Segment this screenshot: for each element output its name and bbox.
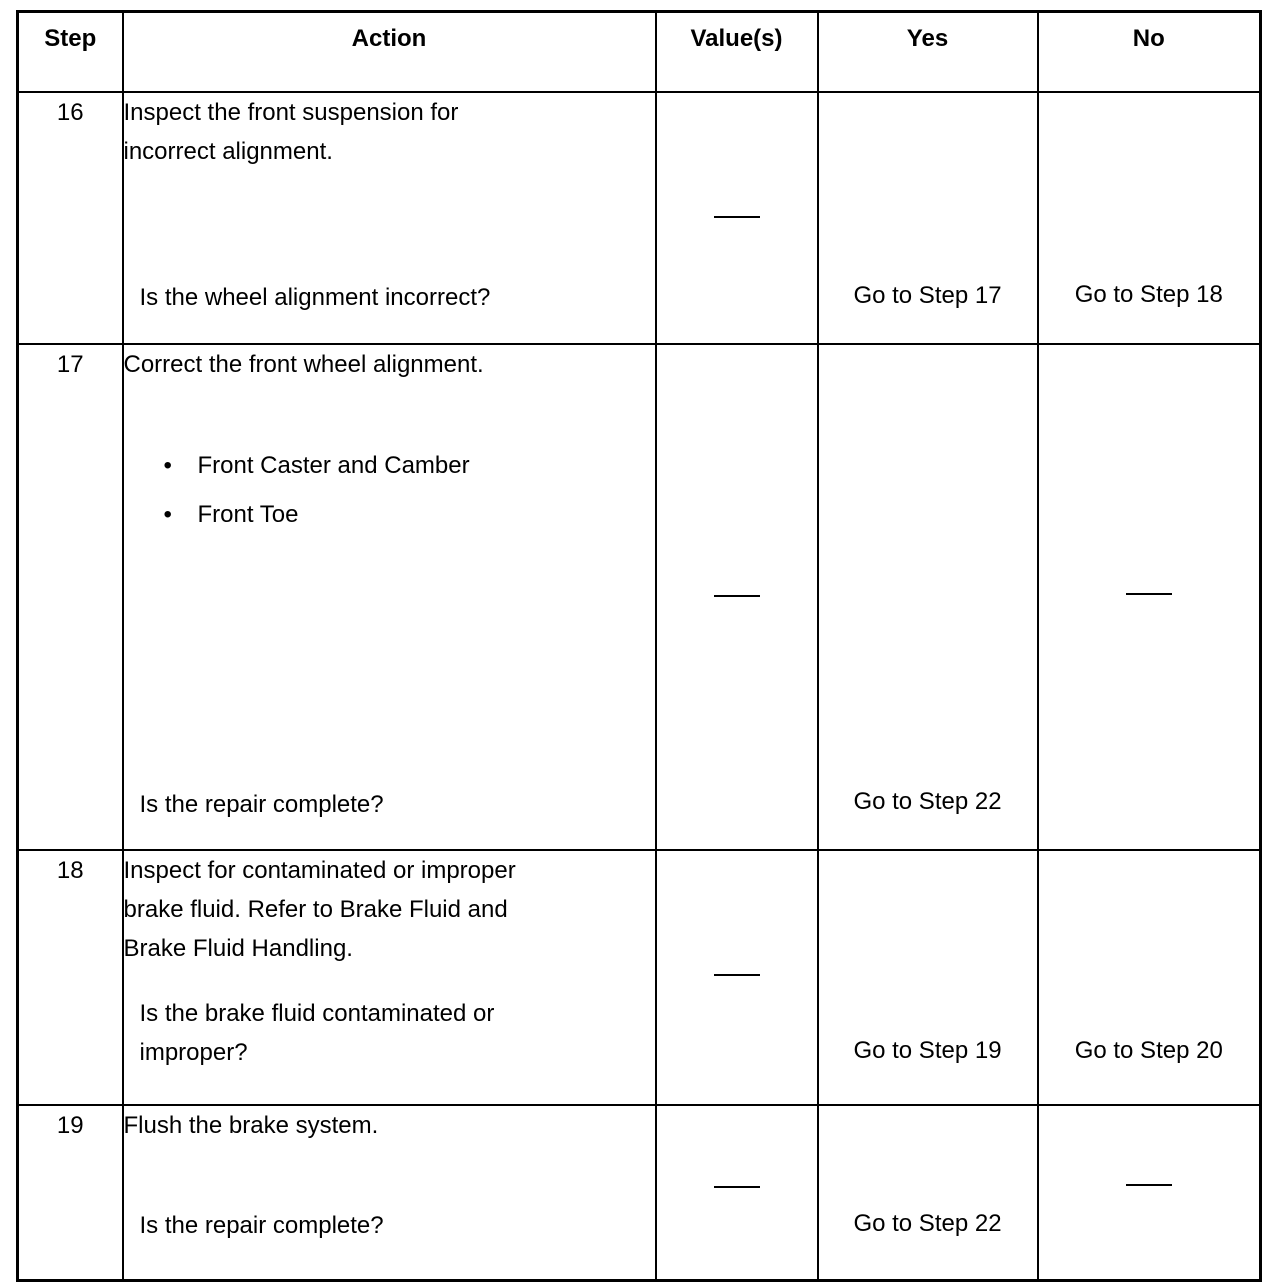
header-yes: Yes <box>818 12 1038 93</box>
yes-cell <box>818 92 1038 344</box>
no-cell <box>1038 92 1261 344</box>
yes-link[interactable]: Go to Step 22 <box>853 1210 1002 1237</box>
value-dash <box>714 974 760 976</box>
diagnostic-table <box>16 10 1262 1282</box>
header-values: Value(s) <box>656 12 818 93</box>
step-number: 16 <box>18 92 123 344</box>
yes-link[interactable]: Go to Step 17 <box>853 282 1002 309</box>
action-text: Flush the brake system. <box>123 1112 379 1139</box>
table-row-18 <box>18 850 1261 1105</box>
no-cell <box>1038 344 1261 850</box>
no-dash <box>1126 593 1172 595</box>
yes-link[interactable]: Go to Step 22 <box>853 788 1002 815</box>
header-step: Step <box>18 12 123 93</box>
table-row-17 <box>18 344 1261 850</box>
bullet-item: • Front Toe <box>164 490 655 539</box>
question-text: Is the repair complete? <box>139 1212 384 1239</box>
value-cell <box>656 92 818 344</box>
action-text: Inspect for contaminated or improper brake fluid. Refer to Brake Fluid and Brake Fluid Handling. <box>123 857 516 962</box>
value-dash <box>714 1186 760 1188</box>
value-cell <box>656 1105 818 1280</box>
bullet-item: • Front Caster and Camber <box>164 441 655 490</box>
table-row-19 <box>18 1105 1261 1280</box>
step-number: 18 <box>18 850 123 1105</box>
header-row <box>18 12 1261 93</box>
table-row-16 <box>18 92 1261 344</box>
step-number: 17 <box>18 344 123 850</box>
question-text: Is the wheel alignment incorrect? <box>139 284 491 311</box>
header-action: Action <box>123 12 656 93</box>
value-cell <box>656 850 818 1105</box>
question-text: Is the brake fluid contaminated or improper? <box>139 1000 495 1066</box>
bullet-list <box>124 441 655 539</box>
value-cell <box>656 344 818 850</box>
yes-cell <box>818 850 1038 1105</box>
action-cell <box>123 850 656 1105</box>
yes-cell <box>818 344 1038 850</box>
no-link[interactable]: Go to Step 18 <box>1074 281 1223 308</box>
value-dash <box>714 595 760 597</box>
yes-link[interactable]: Go to Step 19 <box>853 1037 1002 1064</box>
action-cell <box>123 92 656 344</box>
action-text: Inspect the front suspension for incorrect alignment. <box>123 99 459 165</box>
value-dash <box>714 216 760 218</box>
action-cell <box>123 1105 656 1280</box>
action-text: Correct the front wheel alignment. <box>123 351 484 378</box>
no-cell <box>1038 1105 1261 1280</box>
no-cell <box>1038 850 1261 1105</box>
yes-cell <box>818 1105 1038 1280</box>
question-text: Is the repair complete? <box>139 791 384 818</box>
no-link[interactable]: Go to Step 20 <box>1074 1037 1223 1064</box>
action-cell <box>123 344 656 850</box>
header-no: No <box>1038 12 1261 93</box>
no-dash <box>1126 1184 1172 1186</box>
step-number: 19 <box>18 1105 123 1280</box>
